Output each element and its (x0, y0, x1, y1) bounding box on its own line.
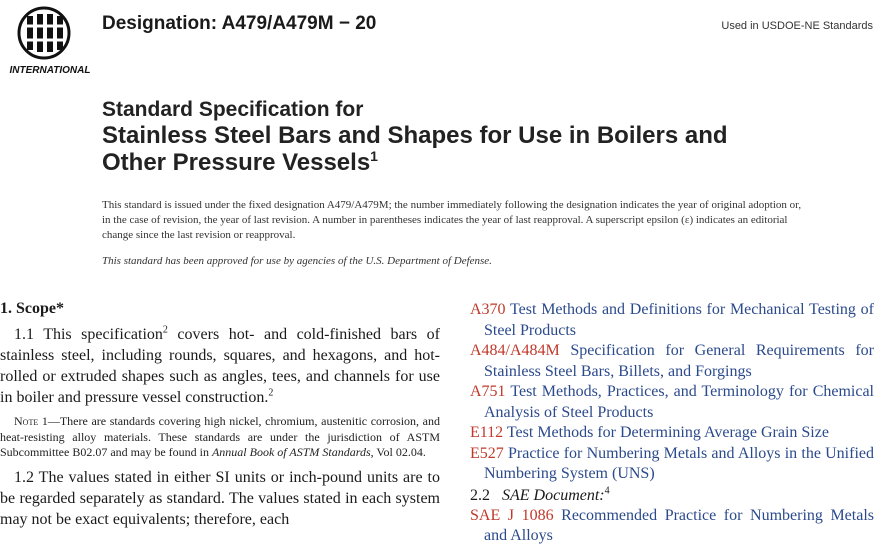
note-1: Note 1—There are standards covering high nickel, chromium, austenitic corrosion, and heat-resisting alloy materials. These standards are under the jurisdiction of ASTM Subcommittee B02.07 and may be found in Annual Book of ASTM Standards, Vol 02.04. (0, 414, 440, 459)
subsection-2-2: 2.2 SAE Document:$^4$ (470, 485, 610, 504)
logo-wordmark: INTERNATIONAL (9, 65, 91, 76)
left-column (0, 300, 440, 536)
paragraph-1-1: 1.1 This specification$^2$ covers hot- and cold-finished bars of stainless steel, including rounds, squares, and hexagons, and hot-rolled or extruded shapes such as angles, tees, and channels for use in boiler and pressure vessel construction.$^2$ (0, 324, 440, 406)
ref-e112[interactable]: E112 Test Methods for Determining Average Grain Size (470, 424, 829, 441)
ref-a484[interactable]: A484/A484M Specification for General Requirements for Stainless Steel Bars, Billets, and Forgings (470, 342, 874, 380)
ref-e527[interactable]: E527 Practice for Numbering Metals and Alloys in the Unified Numbering System (UNS) (470, 444, 874, 482)
paragraph-1-2: 1.2 The values stated in either SI units or inch-pound units are to be regarded separately as standard. The values stated in each system may not be exact equivalents; therefore, each (0, 468, 440, 528)
right-column (470, 300, 874, 547)
ref-a370[interactable]: A370 Test Methods and Definitions for Mechanical Testing of Steel Products (470, 301, 874, 339)
ref-sae-j1086[interactable]: SAE J 1086 Recommended Practice for Numbering Metals and Alloys (470, 506, 874, 544)
title-footnote: 1 (370, 148, 378, 164)
document-title (102, 98, 862, 176)
section-scope-title: 1. Scope* (0, 300, 64, 317)
usdoe-note: Used in USDOE-NE Standards (721, 20, 873, 32)
ref-a751[interactable]: A751 Test Methods, Practices, and Terminology for Chemical Analysis of Steel Products (470, 383, 874, 421)
title-line-2: Stainless Steel Bars and Shapes for Use in Boilers and (102, 122, 728, 149)
issued-statement: This standard is issued under the fixed designation A479/A479M; the number immediately following the designation indicates the year of original adoption or, in the case of revision, the year of last revision. A number in parentheses indicates the year of last reapproval. A superscript epsilon (ε) indicates an editorial change since the last revision or reapproval. (102, 199, 802, 241)
astm-logo (8, 4, 92, 76)
designation: Designation: A479/A479M − 20 (102, 13, 377, 34)
approved-statement: This standard has been approved for use by agencies of the U.S. Department of Defense. (102, 255, 492, 267)
title-line-3: Other Pressure Vessels (102, 149, 371, 176)
title-line-1: Standard Specification for (102, 98, 364, 121)
